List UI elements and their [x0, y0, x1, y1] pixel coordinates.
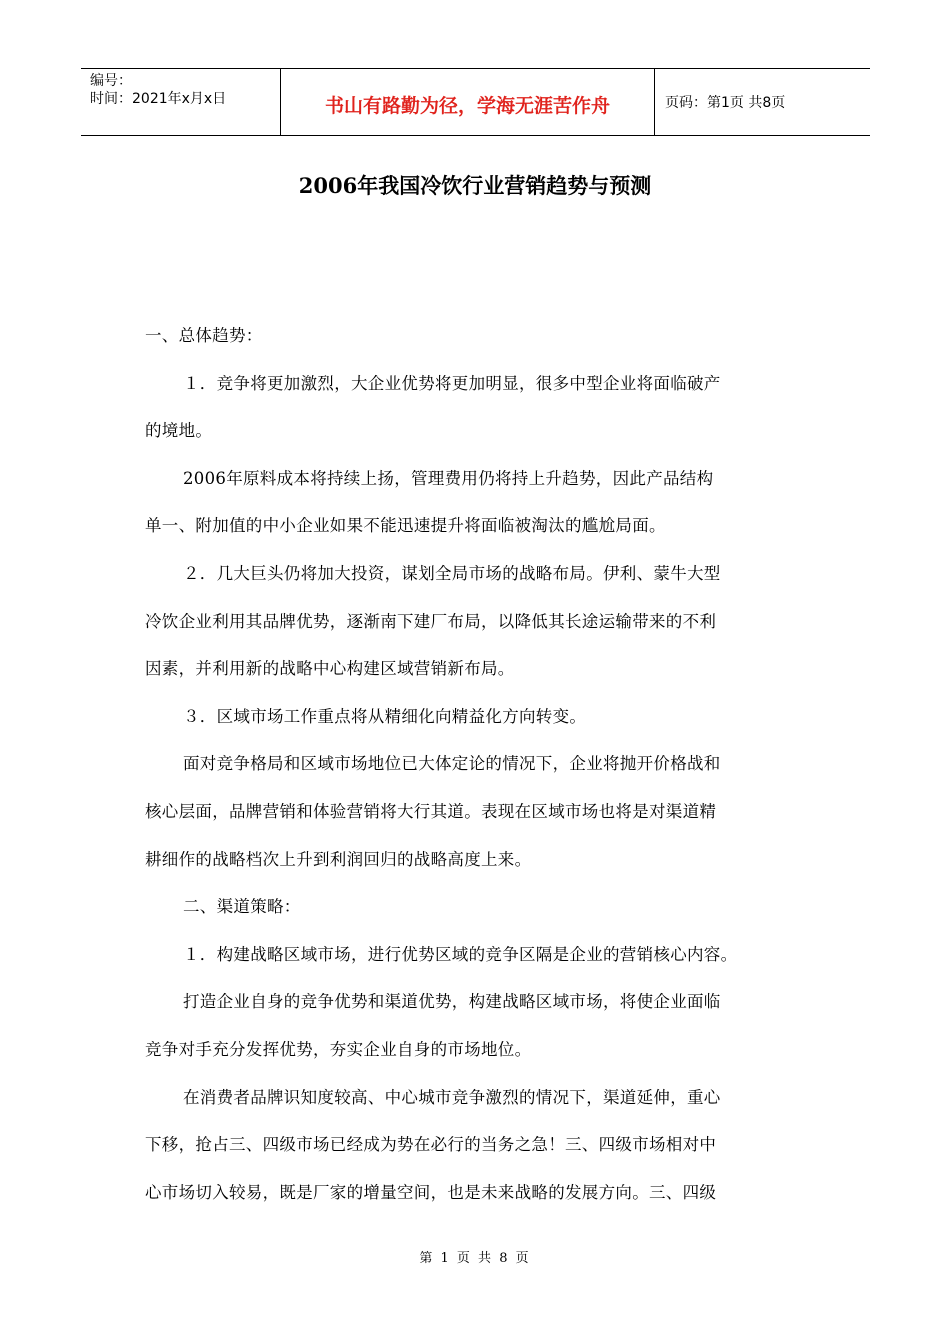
paragraph-line: １．竞争将更加激烈，大企业优势将更加明显，很多中型企业将面临破产 — [183, 373, 721, 393]
paragraph-line: 面对竞争格局和区域市场地位已大体定论的情况下，企业将抛开价格战和 — [183, 754, 721, 774]
paragraph-line: 打造企业自身的竞争优势和渠道优势，构建战略区域市场，将使企业面临 — [183, 992, 721, 1012]
paragraph-line: 单一、附加值的中小企业如果不能迅速提升将面临被淘汰的尴尬局面。 — [145, 516, 666, 536]
paragraph-line: 下移，抢占三、四级市场已经成为势在必行的当务之急！三、四级市场相对中 — [145, 1135, 717, 1155]
document-time-label: 时间：2021年x月x日 — [90, 91, 227, 107]
paragraph-line: 竞争对手充分发挥优势，夯实企业自身的市场地位。 — [145, 1039, 532, 1059]
header-page-info: 页码：第1页 共8页 — [665, 95, 786, 111]
document-number-label: 编号： — [90, 73, 132, 89]
paragraph-line: 的境地。 — [145, 421, 213, 441]
page-footer: 第 1 页 共 8 页 — [419, 1251, 531, 1266]
header-motto: 书山有路勤为径，学海无涯苦作舟 — [281, 69, 655, 135]
header-meta-cell — [81, 69, 281, 135]
paragraph-line: 2006年原料成本将持续上扬，管理费用仍将持上升趋势，因此产品结构 — [183, 468, 714, 488]
paragraph-line: 因素，并利用新的战略中心构建区域营销新布局。 — [145, 659, 515, 679]
paragraph-line: 在消费者品牌识知度较高、中心城市竞争激烈的情况下，渠道延伸，重心 — [183, 1087, 721, 1107]
document-header — [81, 68, 870, 136]
paragraph-line: １．构建战略区域市场，进行优势区域的竞争区隔是企业的营销核心内容。 — [183, 944, 738, 964]
document-body — [145, 312, 815, 1216]
paragraph-line: 心市场切入较易，既是厂家的增量空间，也是未来战略的发展方向。三、四级 — [145, 1182, 717, 1202]
section-heading: 一、总体趋势： — [145, 326, 263, 345]
document-title: 2006年我国冷饮行业营销趋势与预测 — [298, 173, 652, 198]
paragraph-line: 核心层面，品牌营销和体验营销将大行其道。表现在区域市场也将是对渠道精 — [145, 801, 717, 821]
paragraph-line: ２．几大巨头仍将加大投资，谋划全局市场的战略布局。伊利、蒙牛大型 — [183, 563, 721, 583]
paragraph-line: 耕细作的战略档次上升到利润回归的战略高度上来。 — [145, 849, 532, 869]
section-heading: 二、渠道策略： — [183, 897, 301, 917]
paragraph-line: ３．区域市场工作重点将从精细化向精益化方向转变。 — [183, 706, 587, 726]
paragraph-line: 冷饮企业利用其品牌优势，逐渐南下建厂布局，以降低其长途运输带来的不利 — [145, 611, 717, 631]
